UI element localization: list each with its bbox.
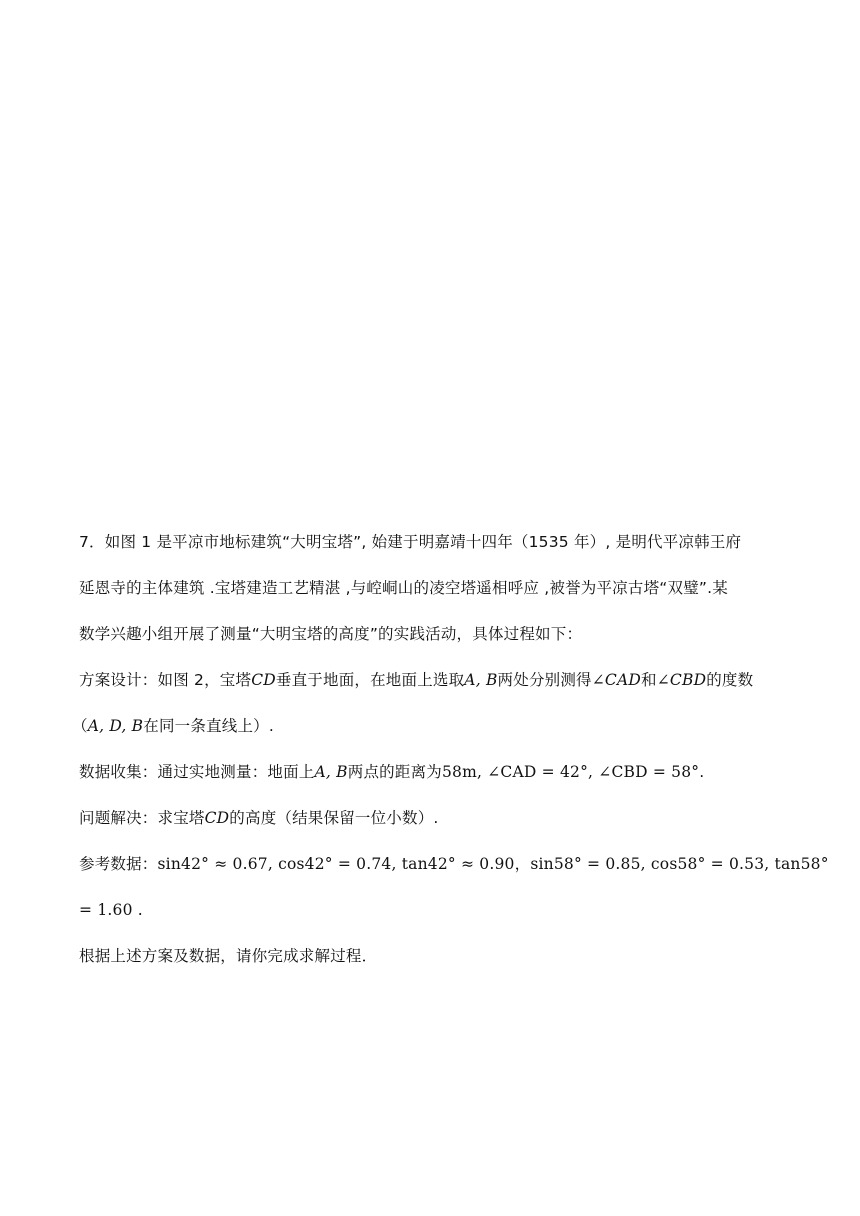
reference-label: 参考数据： (79, 855, 158, 873)
collinear-line (72, 716, 792, 736)
plan-design-line (79, 670, 799, 690)
problem-line-1 (79, 532, 799, 552)
instruction-text: 根据上述方案及数据，请你完成求解过程． (79, 947, 378, 965)
math-measurements: 58m, ∠CAD = 42°, ∠CBD = 58° (441, 763, 700, 781)
math-tan58-value: = 1.60 . (79, 901, 143, 919)
problem-text: 延恩寺的主体建筑 .宝塔建造工艺精湛 ,与崆峒山的凌空塔遥相呼应 ,被誉为平凉古塔“双璧”.某 (79, 579, 728, 597)
math-cd: CD (251, 671, 276, 689)
math-trig-42: sin42° ≈ 0.67, cos42° = 0.74, tan42° ≈ 0.90 (157, 855, 515, 873)
math-angle-cbd: ∠CBD (656, 671, 707, 689)
comma: ， (514, 855, 531, 873)
reference-data-line (79, 854, 829, 874)
solve-label: 问题解决：求宝塔 (79, 809, 205, 827)
math-adb: A, D, B (87, 717, 144, 735)
plan-label: 方案设计：如图 2，宝塔 (79, 671, 252, 689)
math-ab: A, B (464, 671, 498, 689)
data-text: 两点的距离为 (347, 763, 442, 781)
data-collection-line (79, 762, 799, 782)
math-cd: CD (204, 809, 230, 827)
plan-text: 的度数 (706, 671, 754, 689)
period: . (699, 763, 705, 781)
plan-text: 两处分别测得 (497, 671, 592, 689)
collinear-text: 在同一条直线上）. (143, 717, 275, 735)
problem-text: 7．如图 1 是平凉市地标建筑“大明宝塔”, 始建于明嘉靖十四年（1535 年）, 是明代平凉韩王府 (79, 533, 742, 551)
solve-text: 的高度（结果保留一位小数）. (229, 809, 439, 827)
problem-line-2 (79, 578, 799, 598)
problem-solving-line (79, 808, 799, 828)
instruction-line (79, 946, 799, 966)
math-angle-cad: ∠CAD (591, 671, 642, 689)
math-trig-58: sin58° = 0.85, cos58° = 0.53, tan58° (530, 855, 829, 873)
data-label: 数据收集：通过实地测量：地面上 (79, 763, 315, 781)
plan-text: 垂直于地面，在地面上选取 (275, 671, 465, 689)
math-ab: A, B (314, 763, 348, 781)
reference-data-continued (79, 900, 799, 920)
problem-text: 数学兴趣小组开展了测量“大明宝塔的高度”的实践活动，具体过程如下： (79, 625, 583, 643)
problem-line-3 (79, 624, 799, 644)
plan-text: 和 (641, 671, 657, 689)
paren-open: （ (72, 717, 88, 735)
